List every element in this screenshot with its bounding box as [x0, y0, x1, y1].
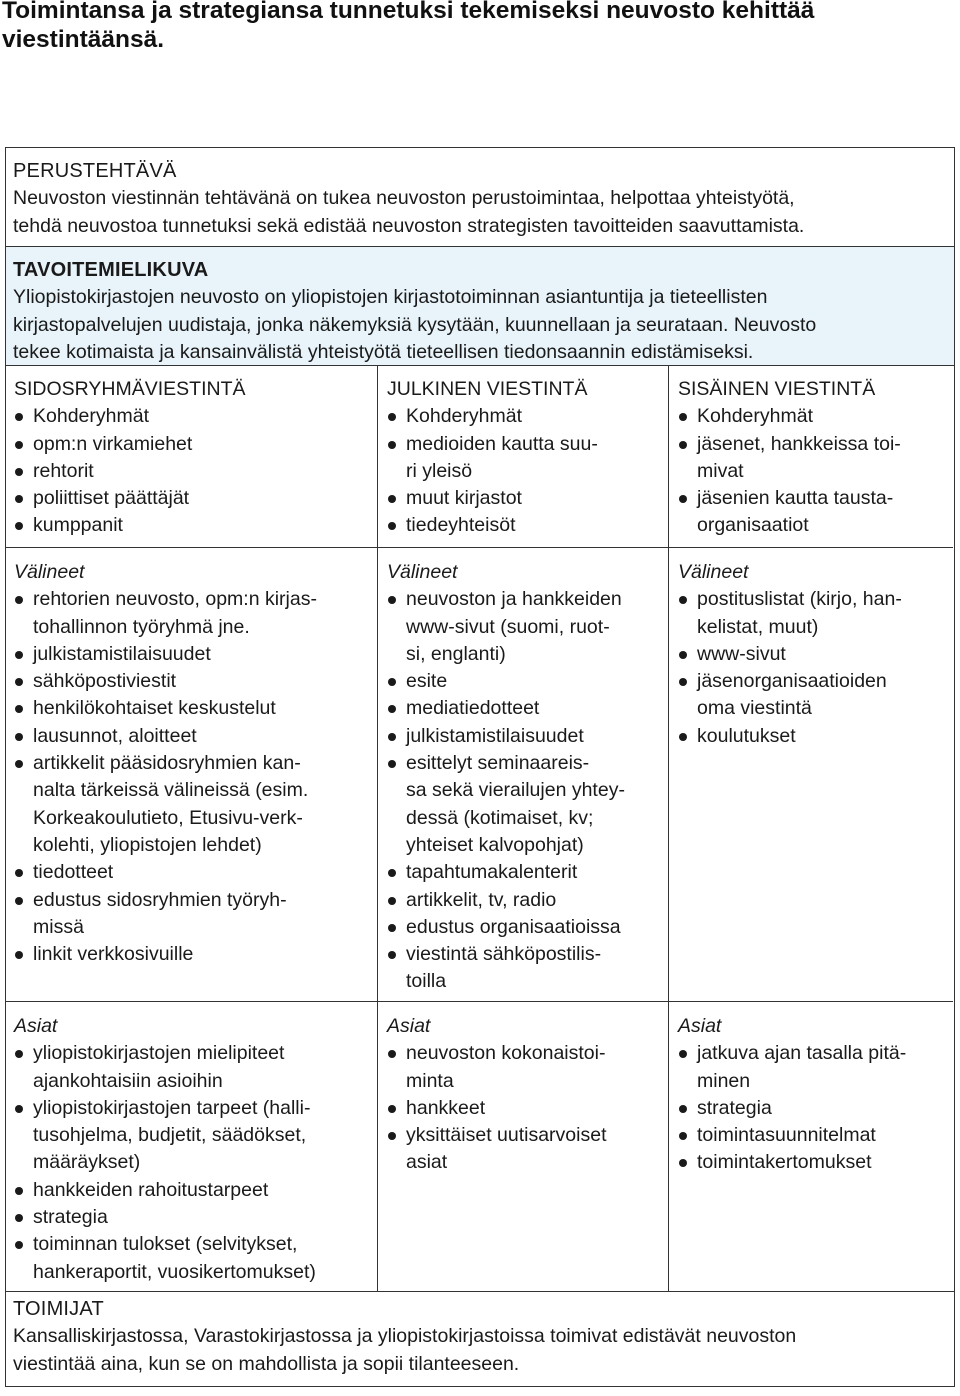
- bullet-line: tusohjelma, budjetit, säädökset,: [33, 1124, 307, 1147]
- bullet-line: rehtorit: [33, 459, 94, 482]
- bullet-line: linkit verkkosivuille: [33, 943, 194, 966]
- bullet-line: julkistamistilaisuudet: [406, 724, 584, 747]
- bullet-line: sa sekä vierailujen yhtey-: [406, 779, 625, 802]
- bullet-line: hankeraportit, vuosikertomukset): [33, 1260, 316, 1283]
- text-line: tehdä neuvostoa tunnetuksi sekä edistää neuvoston strategisten tavoitteiden saavuttamista.: [13, 214, 805, 237]
- bullet-item: [387, 750, 668, 859]
- bullet-line: lausunnot, aloitteet: [33, 724, 197, 747]
- bullet-line: kelistat, muut): [697, 615, 819, 638]
- row-divider: [6, 547, 953, 548]
- bullet-line: tiedeyhteisöt: [406, 514, 516, 537]
- bullet-line: julkistamistilaisuudet: [33, 642, 211, 665]
- channels-label: Välineet: [387, 561, 458, 583]
- basic-task-heading: PERUSTEHTÄVÄ: [13, 160, 177, 182]
- bullet-item: [14, 723, 377, 750]
- bullet-item: [14, 668, 377, 695]
- internal-targets-cell: [670, 376, 953, 540]
- bullet-item: [387, 723, 668, 750]
- bullet-line: nalta tärkeissä välineissä (esim.: [33, 779, 309, 802]
- bullet-line: ri yleisö: [406, 459, 473, 482]
- bullet-item: [14, 1040, 377, 1095]
- public-channels-cell: [379, 559, 668, 996]
- bullet-line: strategia: [33, 1206, 108, 1229]
- bullet-line: artikkelit, tv, radio: [406, 888, 557, 911]
- bullet-line: organisaatiot: [697, 514, 809, 537]
- bullet-line: strategia: [697, 1096, 772, 1119]
- bullet-item: [14, 431, 377, 458]
- row-divider: [6, 1001, 953, 1002]
- topic-list: [14, 1040, 377, 1286]
- bullet-item: [387, 914, 668, 941]
- bullet-line: jäsenien kautta tausta-: [697, 487, 894, 510]
- bullet-line: toilla: [406, 970, 447, 993]
- bullet-line: kumppanit: [33, 514, 123, 537]
- bullet-item: [678, 1040, 953, 1095]
- bullet-item: [14, 941, 377, 968]
- bullet-line: asiat: [406, 1151, 448, 1174]
- bullet-item: [387, 941, 668, 996]
- bullet-item: [387, 431, 668, 486]
- bullet-item: [14, 512, 377, 539]
- page-title: [2, 0, 952, 54]
- bullet-line: dessä (kotimaiset, kv;: [406, 806, 594, 829]
- bullet-item: [14, 859, 377, 886]
- text-line: Neuvoston viestinnän tehtävänä on tukea neuvoston perustoimintaa, helpottaa yhteistyötä,: [13, 187, 795, 210]
- channel-list: [387, 586, 668, 995]
- bullet-line: yliopistokirjastojen tarpeet (halli-: [33, 1096, 311, 1119]
- bullet-line: poliittiset päättäjät: [33, 487, 190, 510]
- bullet-line: henkilökohtaiset keskustelut: [33, 697, 276, 720]
- bullet-line: jäsenet, hankkeissa toi-: [697, 432, 901, 455]
- bullet-line: oma viestintä: [697, 697, 812, 720]
- target-list: [14, 403, 377, 539]
- bullet-item: [387, 668, 668, 695]
- actors-heading: TOIMIJAT: [13, 1298, 104, 1320]
- bullet-line: kolehti, yliopistojen lehdet): [33, 833, 262, 856]
- topics-label: Asiat: [387, 1015, 431, 1037]
- bullet-line: tohallinnon työryhmä jne.: [33, 615, 250, 638]
- bullet-item: [387, 859, 668, 886]
- bullet-line: Korkeakoulutieto, Etusivu-verk-: [33, 806, 303, 829]
- page-title-line: Toimintansa ja strategiansa tunnetuksi tekemiseksi neuvosto kehittää: [2, 0, 815, 24]
- bullet-line: toimintasuunnitelmat: [697, 1124, 876, 1147]
- channels-label: Välineet: [678, 561, 749, 583]
- bullet-line: minen: [697, 1069, 751, 1092]
- bullet-line: jäsenorganisaatioiden: [697, 670, 887, 693]
- bullet-line: viestintä sähköpostilis-: [406, 943, 602, 966]
- bullet-line: toimintakertomukset: [697, 1151, 872, 1174]
- stakeholder-channels-cell: [6, 559, 377, 968]
- column-heading: SISÄINEN VIESTINTÄ: [678, 378, 876, 400]
- bullet-item: [387, 485, 668, 512]
- basic-task-section: [6, 148, 954, 246]
- bullet-item: [14, 403, 377, 430]
- target-list: [678, 403, 953, 539]
- internal-topics-cell: [670, 1013, 953, 1177]
- public-targets-cell: [379, 376, 668, 540]
- bullet-line: neuvoston ja hankkeiden: [406, 588, 622, 611]
- bullet-line: hankkeet: [406, 1096, 486, 1119]
- bullet-line: rehtorien neuvosto, opm:n kirjas-: [33, 588, 317, 611]
- bullet-line: medioiden kautta suu-: [406, 432, 598, 455]
- bullet-line: Kohderyhmät: [33, 405, 149, 428]
- basic-task-text: [13, 185, 947, 240]
- internal-channels-cell: [670, 559, 953, 750]
- bullet-item: [14, 1095, 377, 1177]
- bullet-item: [678, 1149, 953, 1176]
- bullet-line: missä: [33, 915, 84, 938]
- bullet-item: [678, 668, 953, 723]
- vision-text: [13, 284, 947, 366]
- bullet-item: [14, 887, 377, 942]
- bullet-line: hankkeiden rahoitustarpeet: [33, 1178, 269, 1201]
- bullet-line: yhteiset kalvopohjat): [406, 833, 584, 856]
- bullet-item: [678, 586, 953, 641]
- bullet-item: [14, 695, 377, 722]
- bullet-item: [678, 431, 953, 486]
- bullet-line: toiminnan tulokset (selvitykset,: [33, 1233, 298, 1256]
- bullet-item: [14, 1231, 377, 1286]
- bullet-item: [387, 1095, 668, 1122]
- bullet-line: www-sivut (suomi, ruot-: [406, 615, 610, 638]
- bullet-item: [14, 586, 377, 641]
- bullet-item: [678, 1122, 953, 1149]
- bullet-line: jatkuva ajan tasalla pitä-: [697, 1042, 907, 1065]
- target-list: [387, 403, 668, 539]
- column-heading: SIDOSRYHMÄVIESTINTÄ: [14, 378, 246, 400]
- bullet-line: minta: [406, 1069, 454, 1092]
- stakeholder-topics-cell: [6, 1013, 377, 1286]
- column-divider: [377, 366, 378, 1291]
- bullet-line: määräykset): [33, 1151, 141, 1174]
- bullet-item: [678, 1095, 953, 1122]
- bullet-line: mediatiedotteet: [406, 697, 540, 720]
- bullet-item: [387, 1122, 668, 1177]
- bullet-item: [678, 641, 953, 668]
- page-title-line: viestintäänsä.: [2, 26, 165, 53]
- text-line: viestintää aina, kun se on mahdollista ja sopii tilanteeseen.: [13, 1352, 520, 1375]
- bullet-line: esite: [406, 670, 448, 693]
- topic-list: [387, 1040, 668, 1176]
- bullet-item: [678, 723, 953, 750]
- bullet-item: [387, 1040, 668, 1095]
- bullet-line: si, englanti): [406, 642, 506, 665]
- bullet-line: edustus sidosryhmien työryh-: [33, 888, 287, 911]
- text-line: tekee kotimaista ja kansainvälistä yhteistyötä tieteellisen tiedonsaannin edistämiseksi.: [13, 340, 754, 363]
- bullet-item: [14, 750, 377, 859]
- bullet-line: ajankohtaisiin asioihin: [33, 1069, 223, 1092]
- bullet-item: [14, 1177, 377, 1204]
- bullet-item: [387, 403, 668, 430]
- bullet-line: muut kirjastot: [406, 487, 522, 510]
- channel-list: [678, 586, 953, 750]
- bullet-line: yksittäiset uutisarvoiset: [406, 1124, 607, 1147]
- column-heading: JULKINEN VIESTINTÄ: [387, 378, 588, 400]
- column-divider: [668, 366, 669, 1291]
- bullet-item: [14, 641, 377, 668]
- communication-table: [5, 147, 955, 1387]
- topics-label: Asiat: [678, 1015, 722, 1037]
- actors-text: [13, 1323, 947, 1378]
- bullet-line: www-sivut: [697, 642, 786, 665]
- bullet-line: esittelyt seminaareis-: [406, 752, 590, 775]
- bullet-item: [387, 887, 668, 914]
- bullet-line: tapahtumakalenterit: [406, 861, 578, 884]
- bullet-line: sähköpostiviestit: [33, 670, 177, 693]
- text-line: Kansalliskirjastossa, Varastokirjastossa ja yliopistokirjastoissa toimivat edistävät neuvoston: [13, 1325, 797, 1348]
- channel-list: [14, 586, 377, 968]
- channels-label: Välineet: [14, 561, 85, 583]
- bullet-item: [387, 512, 668, 539]
- bullet-line: Kohderyhmät: [406, 405, 522, 428]
- text-line: kirjastopalvelujen uudistaja, jonka näkemyksiä kysytään, kuunnellaan ja seurataan. Neuvosto: [13, 313, 817, 336]
- public-topics-cell: [379, 1013, 668, 1177]
- bullet-line: tiedotteet: [33, 861, 114, 884]
- bullet-line: mivat: [697, 459, 744, 482]
- bullet-line: Kohderyhmät: [697, 405, 813, 428]
- bullet-item: [678, 485, 953, 540]
- bullet-item: [387, 586, 668, 668]
- topics-label: Asiat: [14, 1015, 58, 1037]
- actors-section: [6, 1291, 954, 1387]
- bullet-item: [14, 1204, 377, 1231]
- vision-section: [6, 246, 954, 366]
- bullet-item: [14, 485, 377, 512]
- bullet-item: [678, 403, 953, 430]
- text-line: Yliopistokirjastojen neuvosto on yliopistojen kirjastotoiminnan asiantuntija ja tieteellisten: [13, 286, 768, 309]
- bullet-line: yliopistokirjastojen mielipiteet: [33, 1042, 285, 1065]
- bullet-item: [14, 458, 377, 485]
- stakeholder-targets-cell: [6, 376, 377, 540]
- topic-list: [678, 1040, 953, 1176]
- bullet-line: koulutukset: [697, 724, 796, 747]
- bullet-item: [387, 695, 668, 722]
- vision-heading: TAVOITEMIELIKUVA: [13, 259, 209, 281]
- bullet-line: opm:n virkamiehet: [33, 432, 193, 455]
- bullet-line: postituslistat (kirjo, han-: [697, 588, 902, 611]
- bullet-line: edustus organisaatioissa: [406, 915, 621, 938]
- bullet-line: neuvoston kokonaistoi-: [406, 1042, 606, 1065]
- bullet-line: artikkelit pääsidosryhmien kan-: [33, 752, 301, 775]
